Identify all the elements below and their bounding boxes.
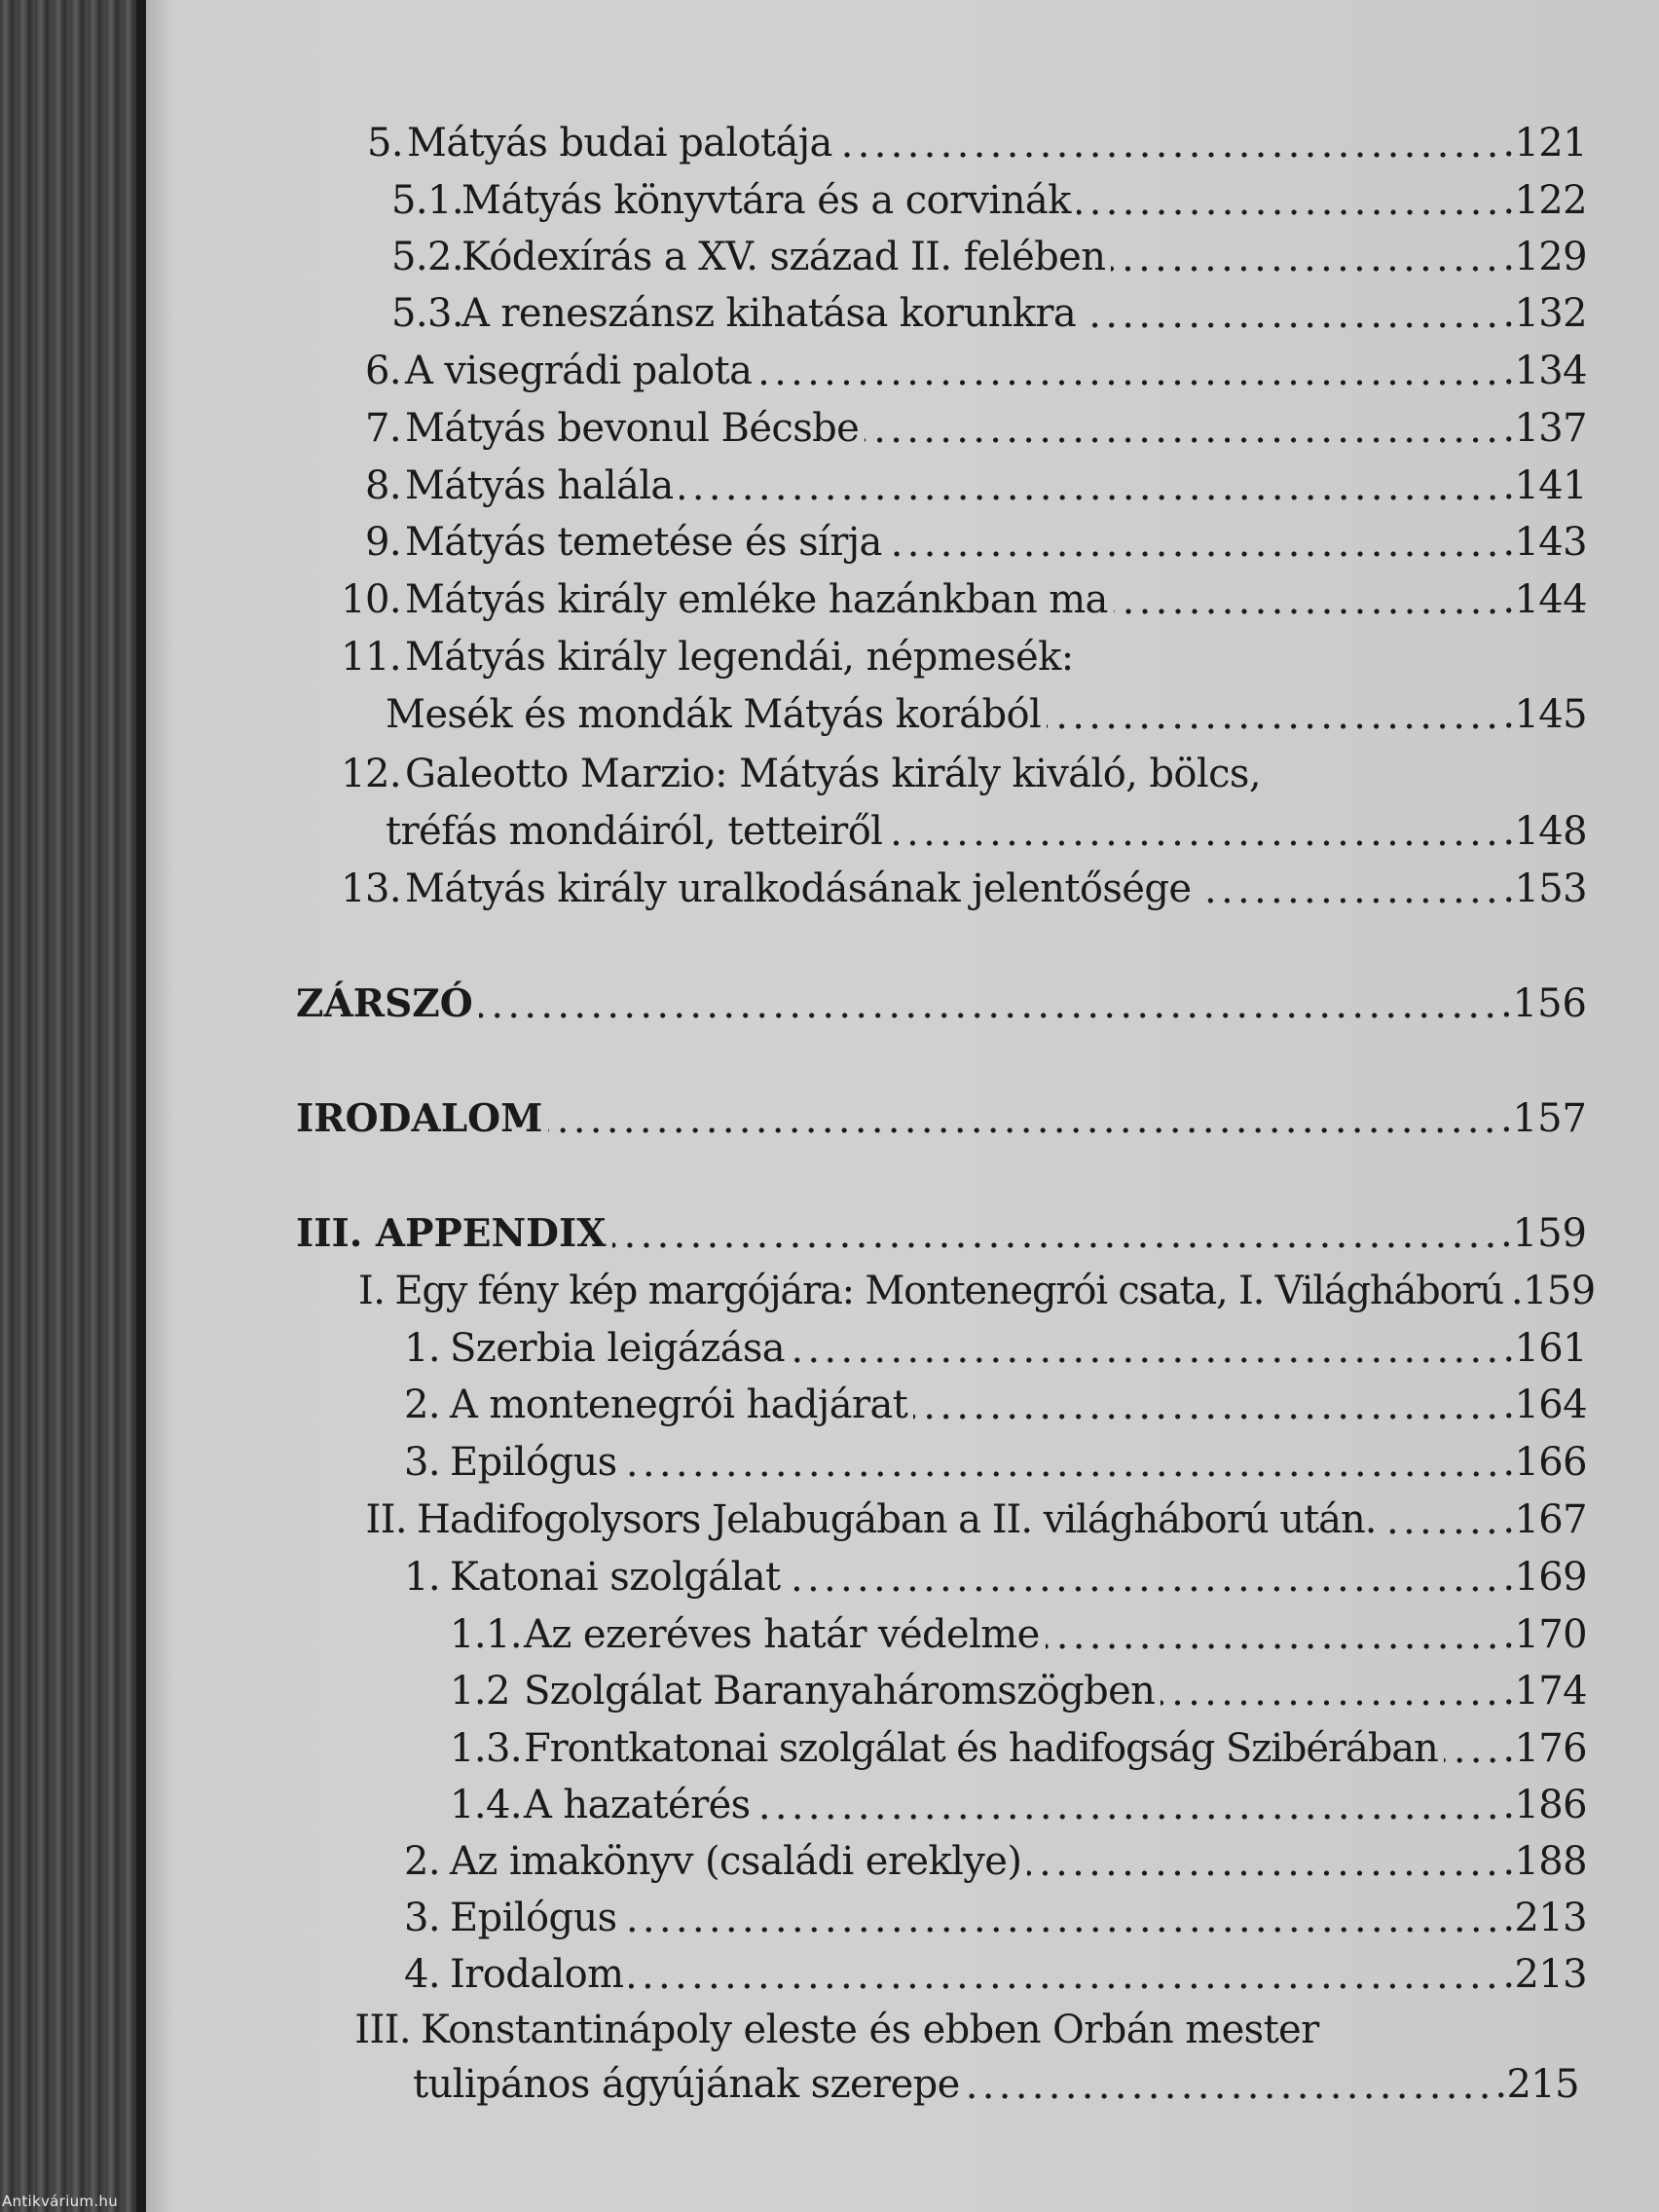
toc-entry — [401, 1377, 1587, 1433]
dot-leader — [1444, 1757, 1501, 1763]
toc-number: 1. — [404, 1555, 440, 1600]
toc-page-number: .129 — [1502, 235, 1587, 279]
toc-title: Szolgálat Baranyaháromszögben — [524, 1669, 1156, 1714]
toc-page-number: .170 — [1502, 1612, 1587, 1657]
dot-leader — [629, 1983, 1500, 1989]
toc-page-number: .134 — [1502, 349, 1587, 393]
dot-leader — [612, 1242, 1498, 1248]
toc-title: Mátyás király emléke hazánkban ma — [405, 577, 1108, 622]
dot-leader — [479, 1013, 1498, 1018]
toc-page-number: .144 — [1502, 577, 1587, 622]
toc-title: Mátyás király legendái, népmesék: — [405, 635, 1074, 680]
toc-title: Az ezeréves határ védelme — [524, 1612, 1040, 1657]
dot-leader — [786, 1586, 1500, 1592]
dot-leader — [1111, 266, 1500, 272]
toc-entry — [323, 571, 1587, 628]
dot-leader — [548, 1127, 1498, 1133]
toc-title-continued: tulipános ágyújának szerepe — [413, 2062, 960, 2107]
toc-title: Galeotto Marzio: Mátyás király kiváló, bölcs, — [405, 752, 1261, 796]
dot-leader — [757, 380, 1500, 386]
toc-page-number: .215 — [1494, 2062, 1579, 2107]
toc-entry — [401, 1320, 1587, 1377]
dot-leader — [1161, 1700, 1500, 1706]
toc-entry — [352, 115, 1587, 171]
toc-entry — [323, 861, 1587, 917]
toc-entry — [391, 285, 1587, 342]
toc-page-number: .121 — [1502, 121, 1587, 166]
toc-page-number: .213 — [1502, 1952, 1587, 1997]
toc-entry — [386, 803, 1587, 860]
dot-leader — [1047, 723, 1500, 729]
toc-page-number: .176 — [1502, 1726, 1587, 1771]
toc-number: 1.3. — [450, 1726, 522, 1771]
toc-entry-first-line — [323, 746, 1261, 802]
toc-title: Katonai szolgálat — [450, 1555, 781, 1600]
dot-leader — [838, 152, 1501, 158]
toc-page-number: .156 — [1499, 981, 1587, 1026]
toc-number: II. — [365, 1497, 407, 1542]
toc-page-number: .213 — [1502, 1896, 1587, 1940]
toc-number: 3. — [404, 1440, 440, 1485]
toc-number: 1.2 — [450, 1669, 510, 1714]
toc-entry — [341, 458, 1587, 514]
toc-page-number: .145 — [1502, 692, 1587, 737]
watermark: Antikvárium.hu — [2, 2193, 119, 2210]
toc-number: 9. — [365, 520, 401, 565]
toc-title: Szerbia leigázása — [450, 1326, 786, 1371]
toc-page-number: .188 — [1502, 1839, 1587, 1884]
dot-leader — [1382, 1529, 1500, 1534]
toc-title: A montenegrói hadjárat — [450, 1382, 908, 1427]
toc-title: Epilógus — [450, 1440, 617, 1485]
toc-entry — [358, 1263, 1596, 1319]
toc-number: 2. — [404, 1382, 440, 1427]
toc-title-continued: Mesék és mondák Mátyás korából — [386, 692, 1042, 737]
dot-leader — [888, 840, 1500, 846]
toc-page-number: .161 — [1502, 1326, 1587, 1371]
toc-number: 2. — [404, 1839, 440, 1884]
dot-leader — [680, 495, 1501, 500]
toc-number: 7. — [365, 406, 401, 451]
toc-title: Konstantinápoly eleste és ebben Orbán mester — [421, 2008, 1319, 2052]
toc-page-number: .122 — [1502, 178, 1587, 223]
toc-number: 1.1. — [450, 1612, 522, 1657]
toc-page-number: .167 — [1502, 1497, 1587, 1542]
toc-page-number: .186 — [1502, 1783, 1587, 1827]
toc-title: Mátyás temetése és sírja — [405, 520, 882, 565]
toc-number: 13. — [341, 866, 401, 911]
toc-title: Mátyás budai palotája — [407, 121, 832, 166]
toc-title: Hadifogolysors Jelabugában a II. világháború után. — [417, 1497, 1377, 1542]
dot-leader — [913, 1414, 1500, 1419]
toc-number: 3. — [404, 1896, 440, 1940]
toc-title: Mátyás könyvtára és a corvinák — [461, 178, 1071, 223]
dot-leader — [623, 1471, 1501, 1477]
toc-title: IRODALOM — [296, 1096, 543, 1141]
toc-number: 11. — [341, 635, 401, 680]
toc-page-number: .132 — [1502, 291, 1587, 336]
toc-number: 1.4. — [450, 1783, 522, 1827]
toc-entry — [413, 2056, 1579, 2113]
toc-title: Irodalom — [450, 1952, 624, 1997]
toc-entry — [401, 1434, 1587, 1491]
toc-page-number: .166 — [1502, 1440, 1587, 1485]
toc-entry — [450, 1720, 1587, 1777]
toc-page-number: .153 — [1502, 866, 1587, 911]
toc-entry — [401, 1946, 1587, 2003]
toc-entry — [341, 343, 1587, 399]
toc-title: Frontkatonai szolgálat és hadifogság Szibérában — [524, 1726, 1438, 1771]
toc-page-number: .141 — [1502, 463, 1587, 508]
toc-title: ZÁRSZÓ — [296, 981, 473, 1026]
toc-number: 1. — [404, 1326, 440, 1371]
toc-entry — [391, 229, 1587, 285]
toc-number: 6. — [365, 349, 401, 393]
toc-page-number: .148 — [1502, 809, 1587, 854]
toc-title: Kódexírás a XV. század II. felében — [461, 235, 1106, 279]
toc-title: III. APPENDIX — [296, 1211, 607, 1256]
dot-leader — [1114, 608, 1501, 614]
toc-page-number: .159 — [1510, 1269, 1596, 1313]
toc-number: I. — [358, 1269, 386, 1313]
dot-leader — [756, 1814, 1501, 1820]
dot-leader — [1027, 1870, 1500, 1876]
toc-section-heading — [296, 1090, 1587, 1147]
toc-section-heading — [296, 976, 1587, 1032]
toc-entry — [341, 514, 1587, 571]
toc-page-number: .159 — [1499, 1211, 1587, 1256]
toc-number: 12. — [341, 752, 401, 796]
toc-entry — [450, 1606, 1587, 1663]
dot-leader — [1077, 209, 1501, 215]
toc-entry — [401, 1833, 1587, 1890]
dot-leader — [966, 2093, 1493, 2099]
toc-entry — [450, 1777, 1587, 1833]
toc-page-number: .174 — [1502, 1669, 1587, 1714]
toc-entry-first-line — [337, 2002, 1319, 2058]
toc-page-number: .143 — [1502, 520, 1587, 565]
dot-leader — [1197, 898, 1500, 903]
toc-entry — [450, 1663, 1587, 1719]
toc-page-number: .157 — [1499, 1096, 1587, 1141]
toc-entry — [391, 172, 1587, 229]
dot-leader — [1082, 322, 1500, 328]
toc-number: 4. — [404, 1952, 440, 1997]
dot-leader — [865, 437, 1500, 443]
toc-number: 10. — [341, 577, 401, 622]
toc-title: Mátyás halála — [405, 463, 674, 508]
toc-number: 5.1. — [391, 178, 463, 223]
toc-title: Az imakönyv (családi ereklye) — [450, 1839, 1022, 1884]
dot-leader — [1046, 1643, 1501, 1649]
table-of-contents — [146, 0, 1659, 2212]
dot-leader — [888, 551, 1501, 557]
toc-title: Epilógus — [450, 1896, 617, 1940]
dot-leader — [623, 1927, 1501, 1933]
toc-entry — [401, 1549, 1587, 1605]
toc-title: A reneszánsz kihatása korunkra — [461, 291, 1077, 336]
toc-page-number: .169 — [1502, 1555, 1587, 1600]
toc-entry-first-line — [323, 629, 1074, 685]
toc-title: A hazatérés — [524, 1783, 751, 1827]
toc-entry — [386, 686, 1587, 743]
toc-entry — [401, 1890, 1587, 1946]
toc-entry — [349, 1492, 1587, 1548]
toc-number: 5.2. — [391, 235, 463, 279]
toc-title: Mátyás király uralkodásának jelentősége — [405, 866, 1192, 911]
toc-number: 8. — [365, 463, 401, 508]
toc-section-heading — [296, 1205, 1587, 1262]
toc-number: 5.3. — [391, 291, 463, 336]
toc-title-continued: tréfás mondáiról, tetteiről — [386, 809, 883, 854]
toc-number: 5. — [367, 121, 403, 166]
toc-title: Egy fény kép margójára: Montenegrói csata, I. Világháború — [394, 1269, 1503, 1313]
toc-entry — [341, 400, 1587, 457]
book-binding — [0, 0, 146, 2212]
dot-leader — [791, 1357, 1500, 1363]
toc-title: A visegrádi palota — [405, 349, 753, 393]
toc-title: Mátyás bevonul Bécsbe — [405, 406, 860, 451]
toc-number: III. — [354, 2008, 411, 2052]
toc-page-number: .164 — [1502, 1382, 1587, 1427]
toc-page-number: .137 — [1502, 406, 1587, 451]
